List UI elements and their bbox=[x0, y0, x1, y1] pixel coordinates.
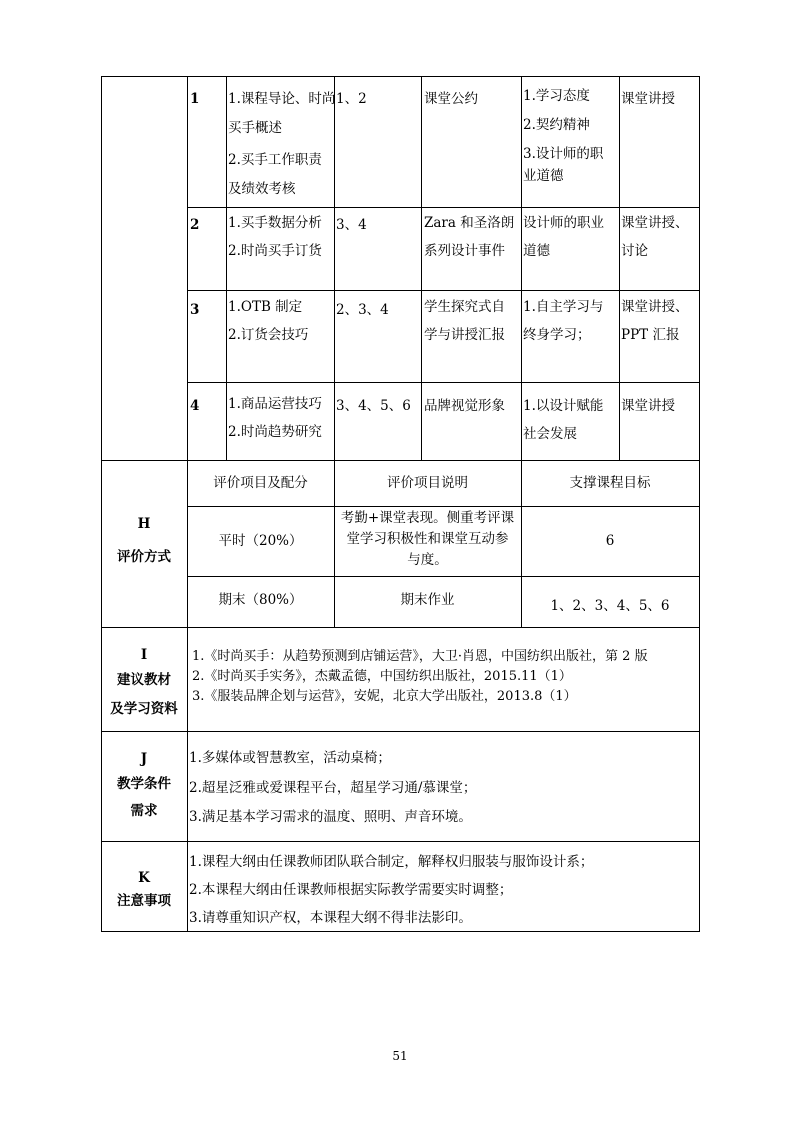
assessment-header: 评价项目说明 bbox=[387, 475, 468, 491]
case-text: 系列设计事件 bbox=[424, 243, 505, 259]
section-letter: H bbox=[137, 516, 151, 532]
content-line: 1.OTB 制定 bbox=[228, 299, 303, 315]
ideology-text: 设计师的职业 bbox=[523, 215, 604, 231]
note-item: 3.请尊重知识产权，本课程大纲不得非法影印。 bbox=[189, 910, 472, 926]
assessment-desc: 堂学习积极性和课堂互动参 bbox=[346, 531, 509, 547]
ideology-text: 1.学习态度 bbox=[523, 88, 590, 104]
method-text: 课堂讲授 bbox=[621, 91, 675, 107]
content-line: 2.时尚买手订货 bbox=[228, 243, 322, 259]
method-text: 讨论 bbox=[621, 243, 648, 259]
textbook-item: 1.《时尚买手：从趋势预测到店铺运营》，大卫·肖恩，中国纺织出版社，第 2 版 bbox=[192, 649, 648, 664]
case-text: 学生探究式自 bbox=[424, 299, 505, 315]
assessment-header: 评价项目及配分 bbox=[213, 475, 308, 491]
content-line: 2.时尚趋势研究 bbox=[228, 424, 322, 440]
assessment-target: 6 bbox=[605, 533, 615, 549]
assessment-header: 支撑课程目标 bbox=[569, 475, 651, 491]
lesson-number: 1 bbox=[190, 91, 200, 107]
condition-item: 1.多媒体或智慧教室，活动桌椅； bbox=[189, 750, 391, 766]
lesson-number: 2 bbox=[190, 217, 200, 233]
method-text: 课堂讲授 bbox=[621, 398, 675, 414]
ideology-text: 道德 bbox=[523, 243, 550, 259]
section-label: 及学习资料 bbox=[110, 701, 178, 717]
ideology-text: 社会发展 bbox=[523, 426, 577, 442]
course-targets: 1、2 bbox=[336, 91, 367, 107]
assessment-item: 期末（80%） bbox=[218, 592, 303, 608]
lesson-number: 3 bbox=[190, 302, 200, 318]
note-item: 1.课程大纲由任课教师团队联合制定，解释权归服装与服饰设计系； bbox=[189, 854, 594, 870]
ideology-text: 终身学习； bbox=[523, 327, 591, 343]
content-line: 及绩效考核 bbox=[228, 181, 296, 197]
section-label: 评价方式 bbox=[117, 549, 171, 565]
method-text: 课堂讲授、 bbox=[621, 299, 689, 315]
assessment-target: 1、2、3、4、5、6 bbox=[550, 598, 670, 614]
assessment-item: 平时（20%） bbox=[218, 533, 303, 549]
textbook-item: 3.《服装品牌企划与运营》，安妮，北京大学出版社，2013.8（1） bbox=[192, 689, 577, 704]
assessment-desc: 期末作业 bbox=[400, 592, 455, 608]
course-targets: 2、3、4 bbox=[336, 302, 389, 318]
content-line: 1.买手数据分析 bbox=[228, 215, 322, 231]
content-line: 1.课程导论、时尚 bbox=[228, 91, 336, 107]
condition-item: 2.超星泛雅或爱课程平台，超星学习通/慕课堂； bbox=[189, 780, 477, 796]
section-letter: I bbox=[140, 647, 148, 663]
course-targets: 3、4 bbox=[336, 217, 367, 233]
case-text: 品牌视觉形象 bbox=[424, 398, 505, 414]
section-label: 需求 bbox=[130, 803, 158, 819]
content-line: 2.买手工作职责 bbox=[228, 152, 322, 168]
content-line: 2.订货会技巧 bbox=[228, 327, 309, 343]
case-text: 学与讲授汇报 bbox=[424, 327, 505, 343]
ideology-text: 业道德 bbox=[523, 168, 564, 184]
lesson-number: 4 bbox=[190, 398, 200, 414]
textbook-item: 2.《时尚买手实务》，杰戴孟德，中国纺织出版社，2015.11（1） bbox=[192, 669, 572, 684]
section-label: 建议教材 bbox=[117, 672, 171, 688]
section-label: 注意事项 bbox=[117, 893, 171, 909]
condition-item: 3.满足基本学习需求的温度、照明、声音环境。 bbox=[189, 809, 472, 825]
method-text: PPT 汇报 bbox=[621, 327, 680, 343]
assessment-desc: 与度。 bbox=[407, 552, 448, 568]
content-line: 1.商品运营技巧 bbox=[228, 396, 322, 412]
section-letter: K bbox=[138, 870, 150, 886]
ideology-text: 1.以设计赋能 bbox=[523, 398, 604, 414]
ideology-text: 3.设计师的职 bbox=[523, 146, 604, 162]
content-line: 买手概述 bbox=[228, 120, 282, 136]
course-targets: 3、4、5、6 bbox=[336, 398, 411, 414]
ideology-text: 1.自主学习与 bbox=[523, 299, 604, 315]
case-text: Zara 和圣洛朗 bbox=[424, 215, 515, 231]
note-item: 2.本课程大纲由任课教师根据实际教学需要实时调整； bbox=[189, 882, 513, 898]
method-text: 课堂讲授、 bbox=[621, 215, 689, 231]
page-number: 51 bbox=[392, 1049, 408, 1063]
ideology-text: 2.契约精神 bbox=[523, 117, 590, 133]
case-text: 课堂公约 bbox=[424, 91, 478, 107]
section-letter: J bbox=[140, 751, 148, 767]
section-label: 教学条件 bbox=[117, 776, 171, 792]
assessment-desc: 考勤+课堂表现。侧重考评课 bbox=[340, 510, 515, 526]
